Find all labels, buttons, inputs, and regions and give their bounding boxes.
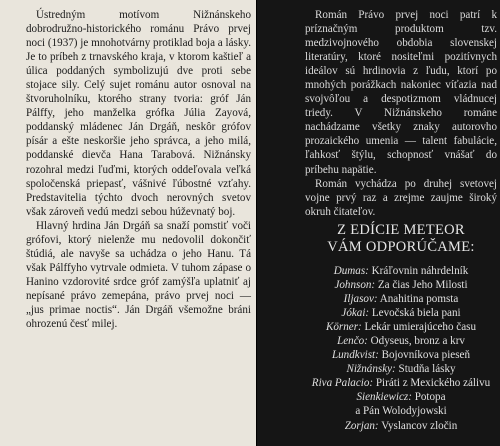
right-paragraph-2: Román vychádza po druhej svetovej vojne prvý raz a zrejme zaujme široký okruh čitateľov.: [305, 177, 497, 218]
book-author: Zorjan:: [344, 419, 379, 432]
book-item: [305, 320, 497, 334]
book-title: Studňa lásky: [398, 363, 456, 376]
book-title: Za čias Jeho Milosti: [377, 279, 468, 292]
book-item: [305, 362, 497, 376]
book-title: Anahitina pomsta: [379, 293, 459, 306]
left-paragraph-2: Hlavný hrdina Ján Drgáň sa snaží pomstiť voči grófovi, ktorý nielenže mu nedovolil dokončiť štúdiá, ale navyše sa uchádza o jeho Hanu. Tá však Pálffyho vytrvale odmieta. V tuhom zápase o Hanino vzdorovité srdce gróf zamýšľa uplatniť aj nepísané právo zemepána, právo prvej noci — „jus primae noctis“. Ján Drgáň všemožne bráni ohrozenú česť milej.: [26, 219, 251, 331]
book-item: [305, 376, 497, 390]
right-page-text: [305, 8, 497, 219]
book-author: Johnson:: [334, 279, 376, 292]
book-author: Lundkvist:: [331, 349, 379, 362]
book-author: Dumas:: [333, 265, 369, 277]
heading-line-2: VÁM ODPORÚČAME:: [327, 239, 475, 255]
book-item: [305, 348, 497, 362]
book-item: [305, 264, 497, 278]
heading-line-1: Z EDÍCIE METEOR: [337, 222, 465, 238]
book-title: a Pán Wolodyjowski: [355, 405, 447, 418]
book-item: [305, 390, 497, 404]
book-author: Lenčo:: [337, 335, 368, 348]
book-author: Sienkiewicz:: [356, 391, 412, 404]
left-paragraph-1: Ústredným motívom Nižnánskeho dobrodružno-historického románu Právo prvej noci (1937) je mnohotvárny protiklad boja a lásky. Je to príbeh z trnavského kraja, v ktorom kaštieľ a úlica poddaných symbolizujú dve proti sebe stojace sily. Celý sujet románu autor osnoval na štvoruholníku, ktorého strany tvoria: gróf Ján Pálffy, jeho manželka grófka Júlia Zayová, poddanský mládenec Ján Drgáň, neskôr grófov písár a ešte neskoršie jeho správca, a jeho milá, poddanské dievča Hana Tarabová. Nižnánsky rozohral medzi ľuďmi, ktorých oddeľovala veľká spoločenská priepasť, vášnivé ľúbostné vzťahy. Predstavitelia týchto dvoch nerovných svetov však zároveň vedú medzi sebou húževnatý boj.: [26, 9, 251, 218]
book-list: [305, 264, 497, 433]
book-item: [305, 278, 497, 292]
left-page-text: [26, 8, 251, 331]
book-item: [305, 334, 497, 348]
book-title: Piráti z Mexického zálivu: [375, 377, 491, 390]
book-item: [305, 419, 497, 433]
right-page: [257, 0, 500, 446]
edition-heading: [305, 222, 497, 256]
book-title: Lekár umierajúceho času: [364, 321, 477, 334]
book-title: Levočská biela pani: [371, 307, 461, 320]
right-paragraph-1: Román Právo prvej noci patrí k príznačným produktom tzv. medzivojnového obdobia slovenskej literatúry, ktoré nositeľmi pozitívnych ideálov sú hrdinovia z ľudu, ktorí po mnohých porážkach nakoniec víťazia nad svojvôľou a despotizmom vládnucej triedy. V Nižnánskeho románe nachádzame všetky znaky autorovho prozaického umenia — talent fabulácie, ľahkosť štýlu, schopnosť vnášať do príbehu napätie.: [305, 9, 497, 176]
book-title: Kráľovnin náhrdelník: [371, 265, 469, 277]
book-author: Jókai:: [341, 307, 370, 320]
book-item: [305, 292, 497, 306]
book-author: Nižnánsky:: [346, 363, 396, 376]
book-title: Bojovníkova pieseň: [381, 349, 471, 362]
book-author: Körner:: [325, 321, 362, 334]
book-title: Odyseus, bronz a krv: [370, 335, 465, 348]
book-title: Vyslancov zločin: [381, 419, 458, 432]
book-author: Riva Palacio:: [311, 377, 374, 390]
book-item: [305, 404, 497, 418]
book-item: [305, 306, 497, 320]
book-title: Potopa: [414, 391, 446, 404]
book-author: Iljasov:: [343, 293, 378, 306]
